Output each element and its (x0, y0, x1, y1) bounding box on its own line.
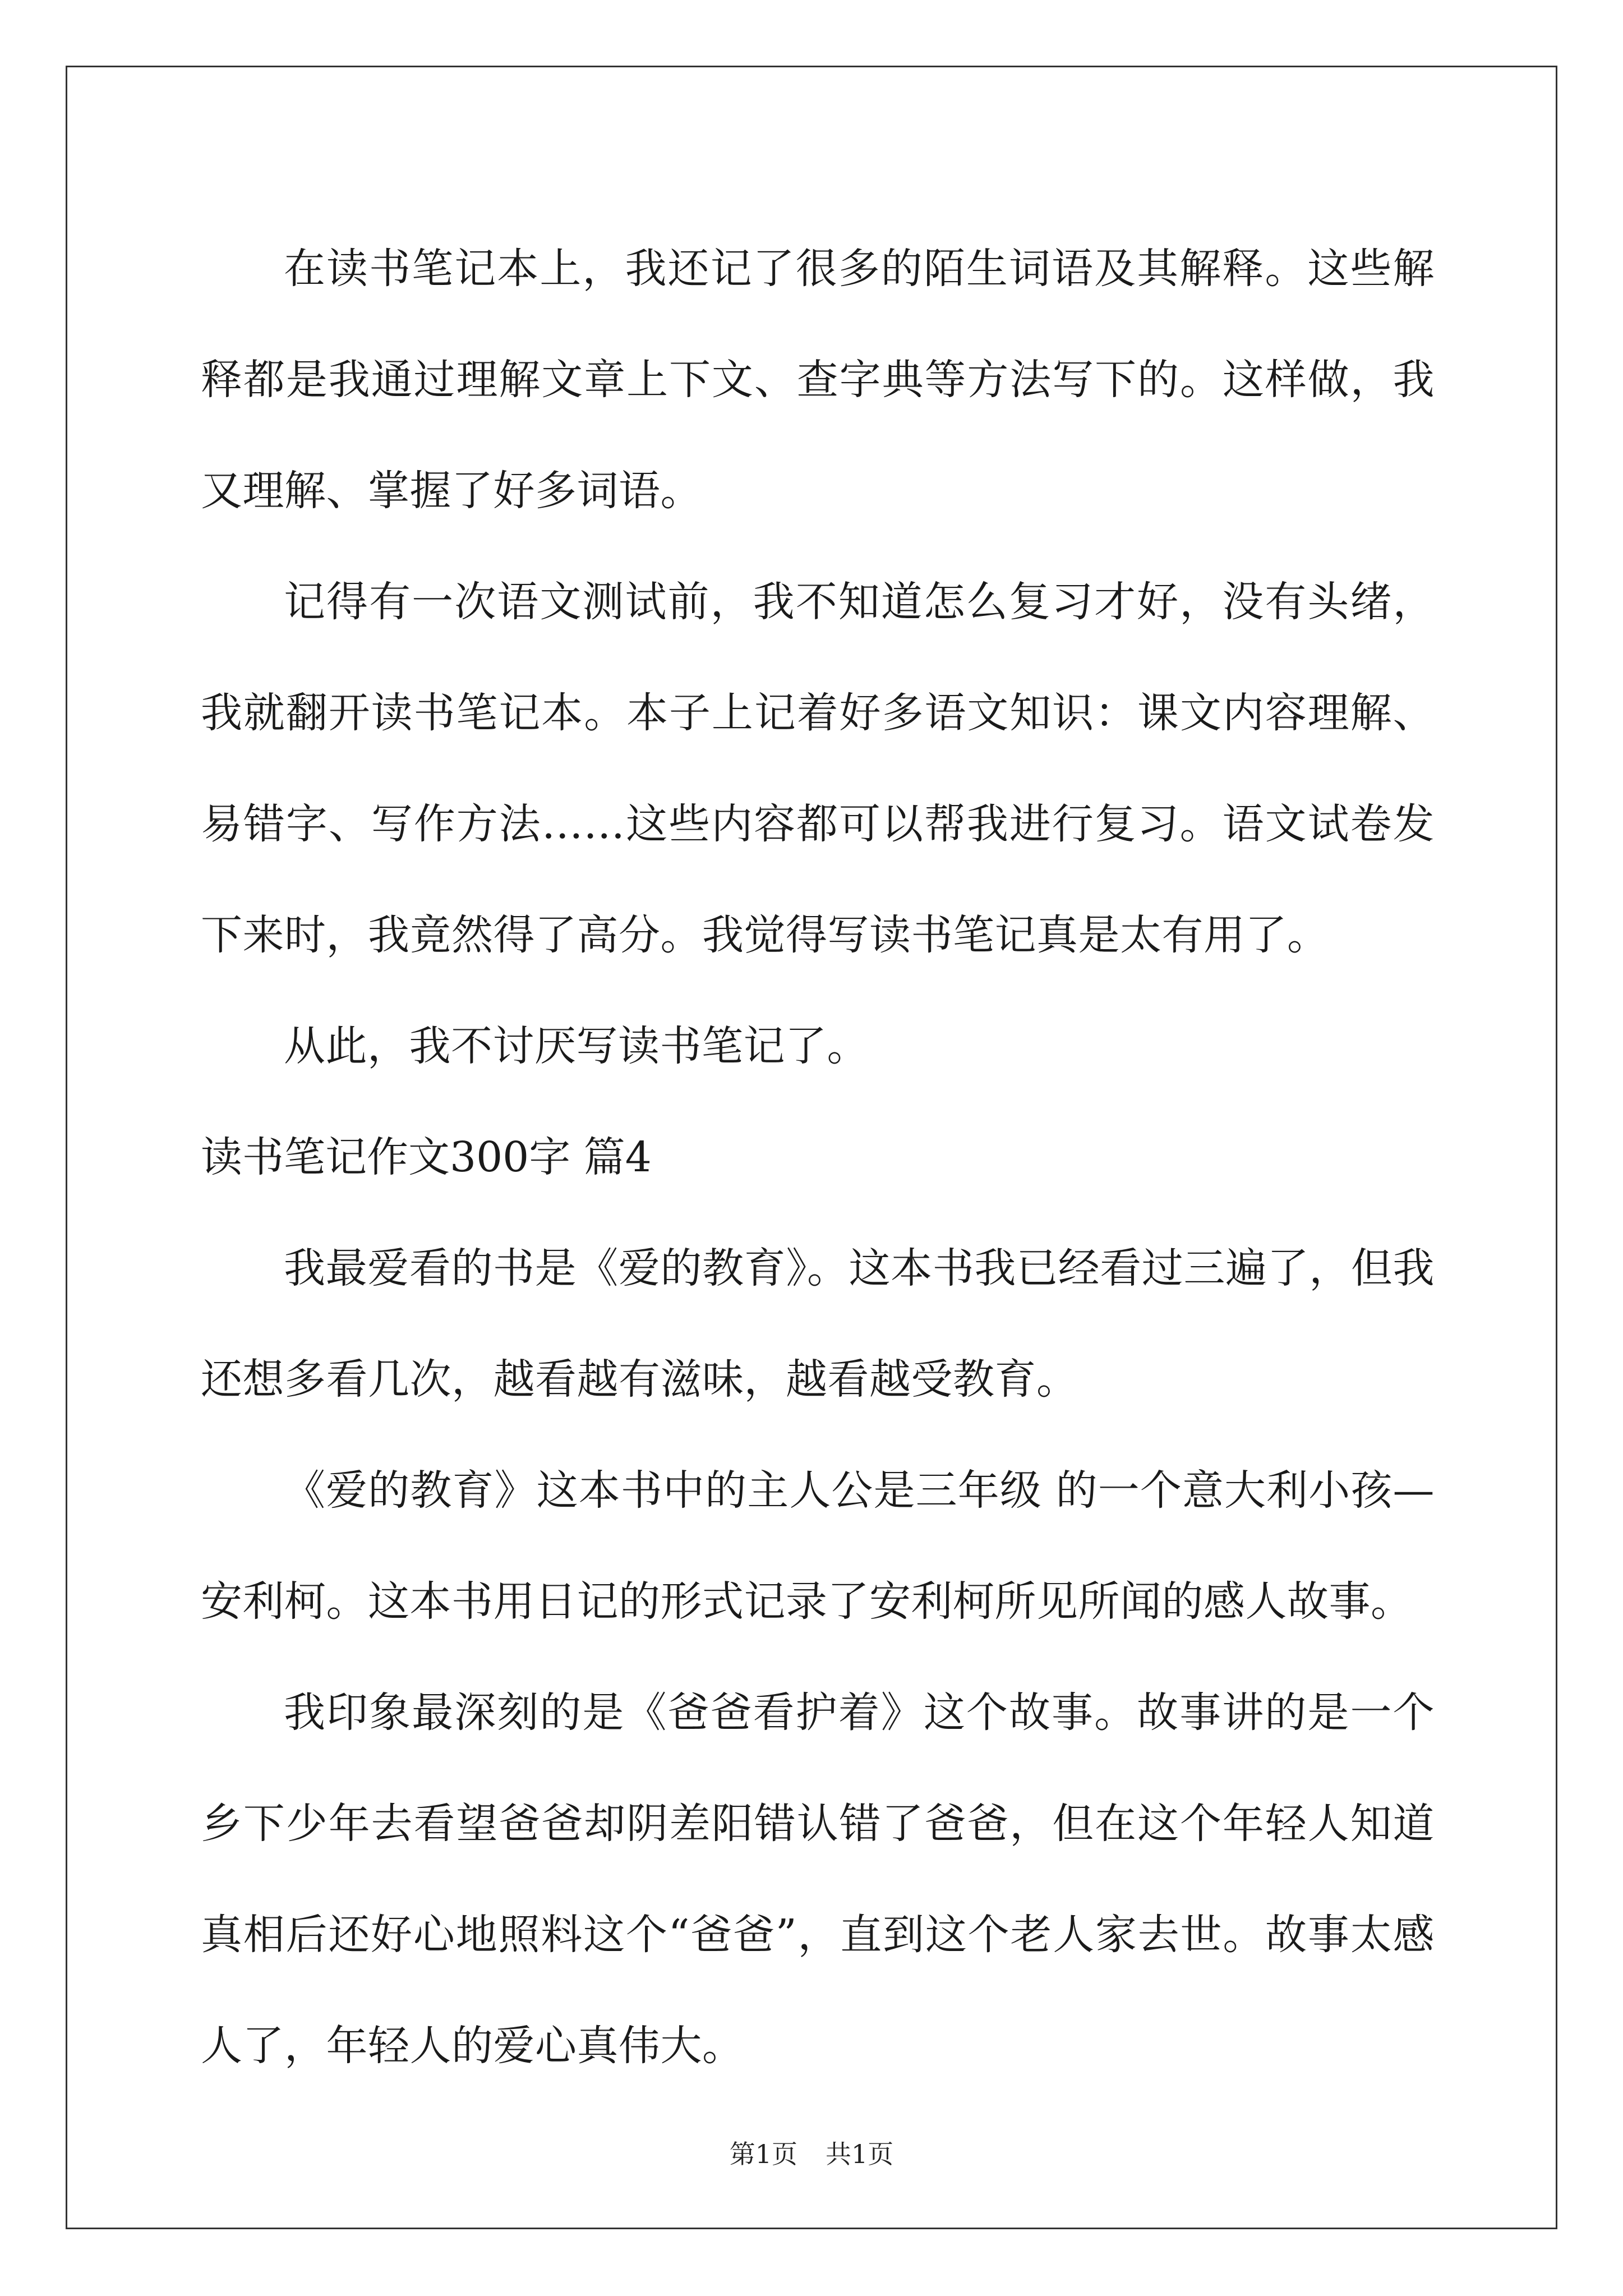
paragraph-2: 记得有一次语文测试前，我不知道怎么复习才好，没有头绪，我就翻开读书笔记本。本子上记着好多语文知识：课文内容理解、易错字、写作方法……这些内容都可以帮我进行复习。语文试卷发下来时，我竟然得了高分。我觉得写读书笔记真是太有用了。 (201, 578, 1435, 959)
page-number-current: 第1页 (729, 2139, 797, 2169)
page-number-total: 共1页 (826, 2139, 894, 2169)
document-body (201, 213, 1435, 2101)
paragraph-6: 我印象最深刻的是《爸爸看护着》这个故事。故事讲的是一个乡下少年去看望爸爸却阴差阳错认错了爸爸，但在这个年轻人知道真相后还好心地照料这个“爸爸”，直到这个老人家去世。故事太感人了，年轻人的爱心真伟大。 (201, 1688, 1435, 2070)
paragraph-4: 我最爱看的书是《爱的教育》。这本书我已经看过三遍了，但我还想多看几次，越看越有滋味，越看越受教育。 (201, 1244, 1435, 1404)
section-heading: 读书笔记作文300字 篇4 (201, 1133, 652, 1181)
paragraph-1: 在读书笔记本上，我还记了很多的陌生词语及其解释。这些解释都是我通过理解文章上下文、查字典等方法写下的。这样做，我又理解、掌握了好多词语。 (201, 245, 1435, 515)
paragraph-5: 《爱的教育》这本书中的主人公是三年级 的一个意大利小孩—安利柯。这本书用日记的形式记录了安利柯所见所闻的感人故事。 (201, 1466, 1435, 1626)
paragraph-3: 从此，我不讨厌写读书笔记了。 (284, 1022, 869, 1070)
page-footer (0, 2137, 1623, 2171)
